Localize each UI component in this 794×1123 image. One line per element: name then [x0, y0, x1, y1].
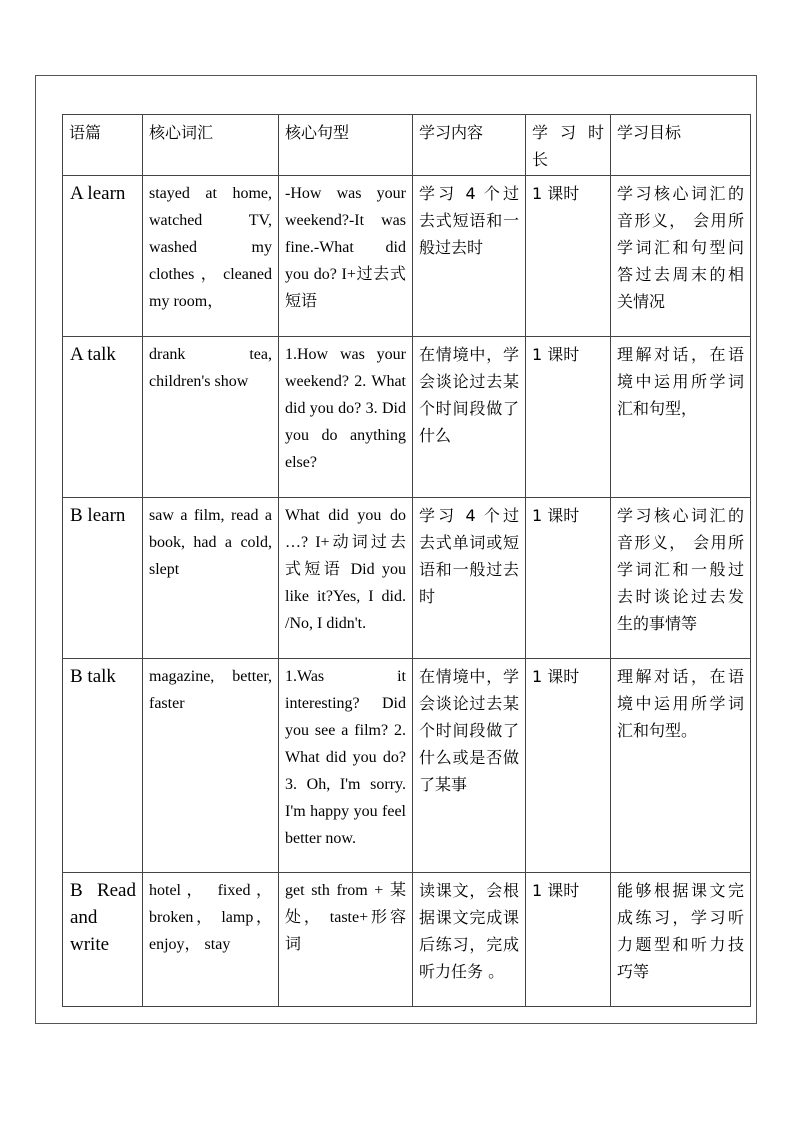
header-cell: 学习目标 — [611, 115, 751, 176]
lesson-plan-table — [62, 114, 751, 1007]
content-cell: 学习 4 个过去式短语和一般过去时 — [413, 176, 526, 337]
vocab-cell: hotel， fixed， broken， lamp， enjoy， stay — [143, 873, 279, 1007]
content-cell: 在情境中，学会谈论过去某个时间段做了什么或是否做了某事 — [413, 659, 526, 873]
goal-cell: 能够根据课文完成练习，学习听力题型和听力技巧等 — [611, 873, 751, 1007]
sentence-cell: -How was your weekend?-It was fine.-What did you do? I+过去式短语 — [279, 176, 413, 337]
content-cell: 学习 4 个过去式单词或短语和一般过去时 — [413, 498, 526, 659]
lesson-cell: B talk — [63, 659, 143, 873]
content-cell: 在情境中，学会谈论过去某个时间段做了什么 — [413, 337, 526, 498]
table-row — [63, 498, 751, 659]
lesson-cell: A learn — [63, 176, 143, 337]
content-cell: 读课文，会根据课文完成课后练习，完成听力任务 。 — [413, 873, 526, 1007]
table-row — [63, 873, 751, 1007]
sentence-cell: get sth from + 某处， taste+形容词 — [279, 873, 413, 1007]
header-cell: 学 习 时 长 — [526, 115, 611, 176]
vocab-cell: drank tea, children's show — [143, 337, 279, 498]
table-header-row — [63, 115, 751, 176]
header-cell: 核心句型 — [279, 115, 413, 176]
vocab-cell: saw a film, read a book, had a cold, slept — [143, 498, 279, 659]
table-row — [63, 659, 751, 873]
time-cell: 1 课时 — [526, 176, 611, 337]
time-cell: 1 课时 — [526, 498, 611, 659]
table-row — [63, 337, 751, 498]
goal-cell: 学习核心词汇的音形义， 会用所学词汇和一般过去时谈论过去发生的事情等 — [611, 498, 751, 659]
goal-cell: 理解对话，在语境中运用所学词汇和句型， — [611, 337, 751, 498]
sentence-cell: 1.Was it interesting? Did you see a film? 2. What did you do? 3. Oh, I'm sorry. I'm happy you feel better now. — [279, 659, 413, 873]
sentence-cell: What did you do …? I+动词过去式短语 Did you like it?Yes, I did. /No, I didn't. — [279, 498, 413, 659]
vocab-cell: magazine, better, faster — [143, 659, 279, 873]
lesson-cell: A talk — [63, 337, 143, 498]
goal-cell: 学习核心词汇的音形义， 会用所学词汇和句型问答过去周末的相关情况 — [611, 176, 751, 337]
sentence-cell: 1.How was your weekend? 2. What did you do? 3. Did you do anything else? — [279, 337, 413, 498]
time-cell: 1 课时 — [526, 659, 611, 873]
lesson-cell: B Read and write — [63, 873, 143, 1007]
header-cell: 语篇 — [63, 115, 143, 176]
table-row — [63, 176, 751, 337]
time-cell: 1 课时 — [526, 873, 611, 1007]
lesson-cell: B learn — [63, 498, 143, 659]
header-cell: 核心词汇 — [143, 115, 279, 176]
goal-cell: 理解对话，在语境中运用所学词汇和句型。 — [611, 659, 751, 873]
vocab-cell: stayed at home, watched TV, washed my clothes，cleaned my room， — [143, 176, 279, 337]
time-cell: 1 课时 — [526, 337, 611, 498]
header-cell: 学习内容 — [413, 115, 526, 176]
